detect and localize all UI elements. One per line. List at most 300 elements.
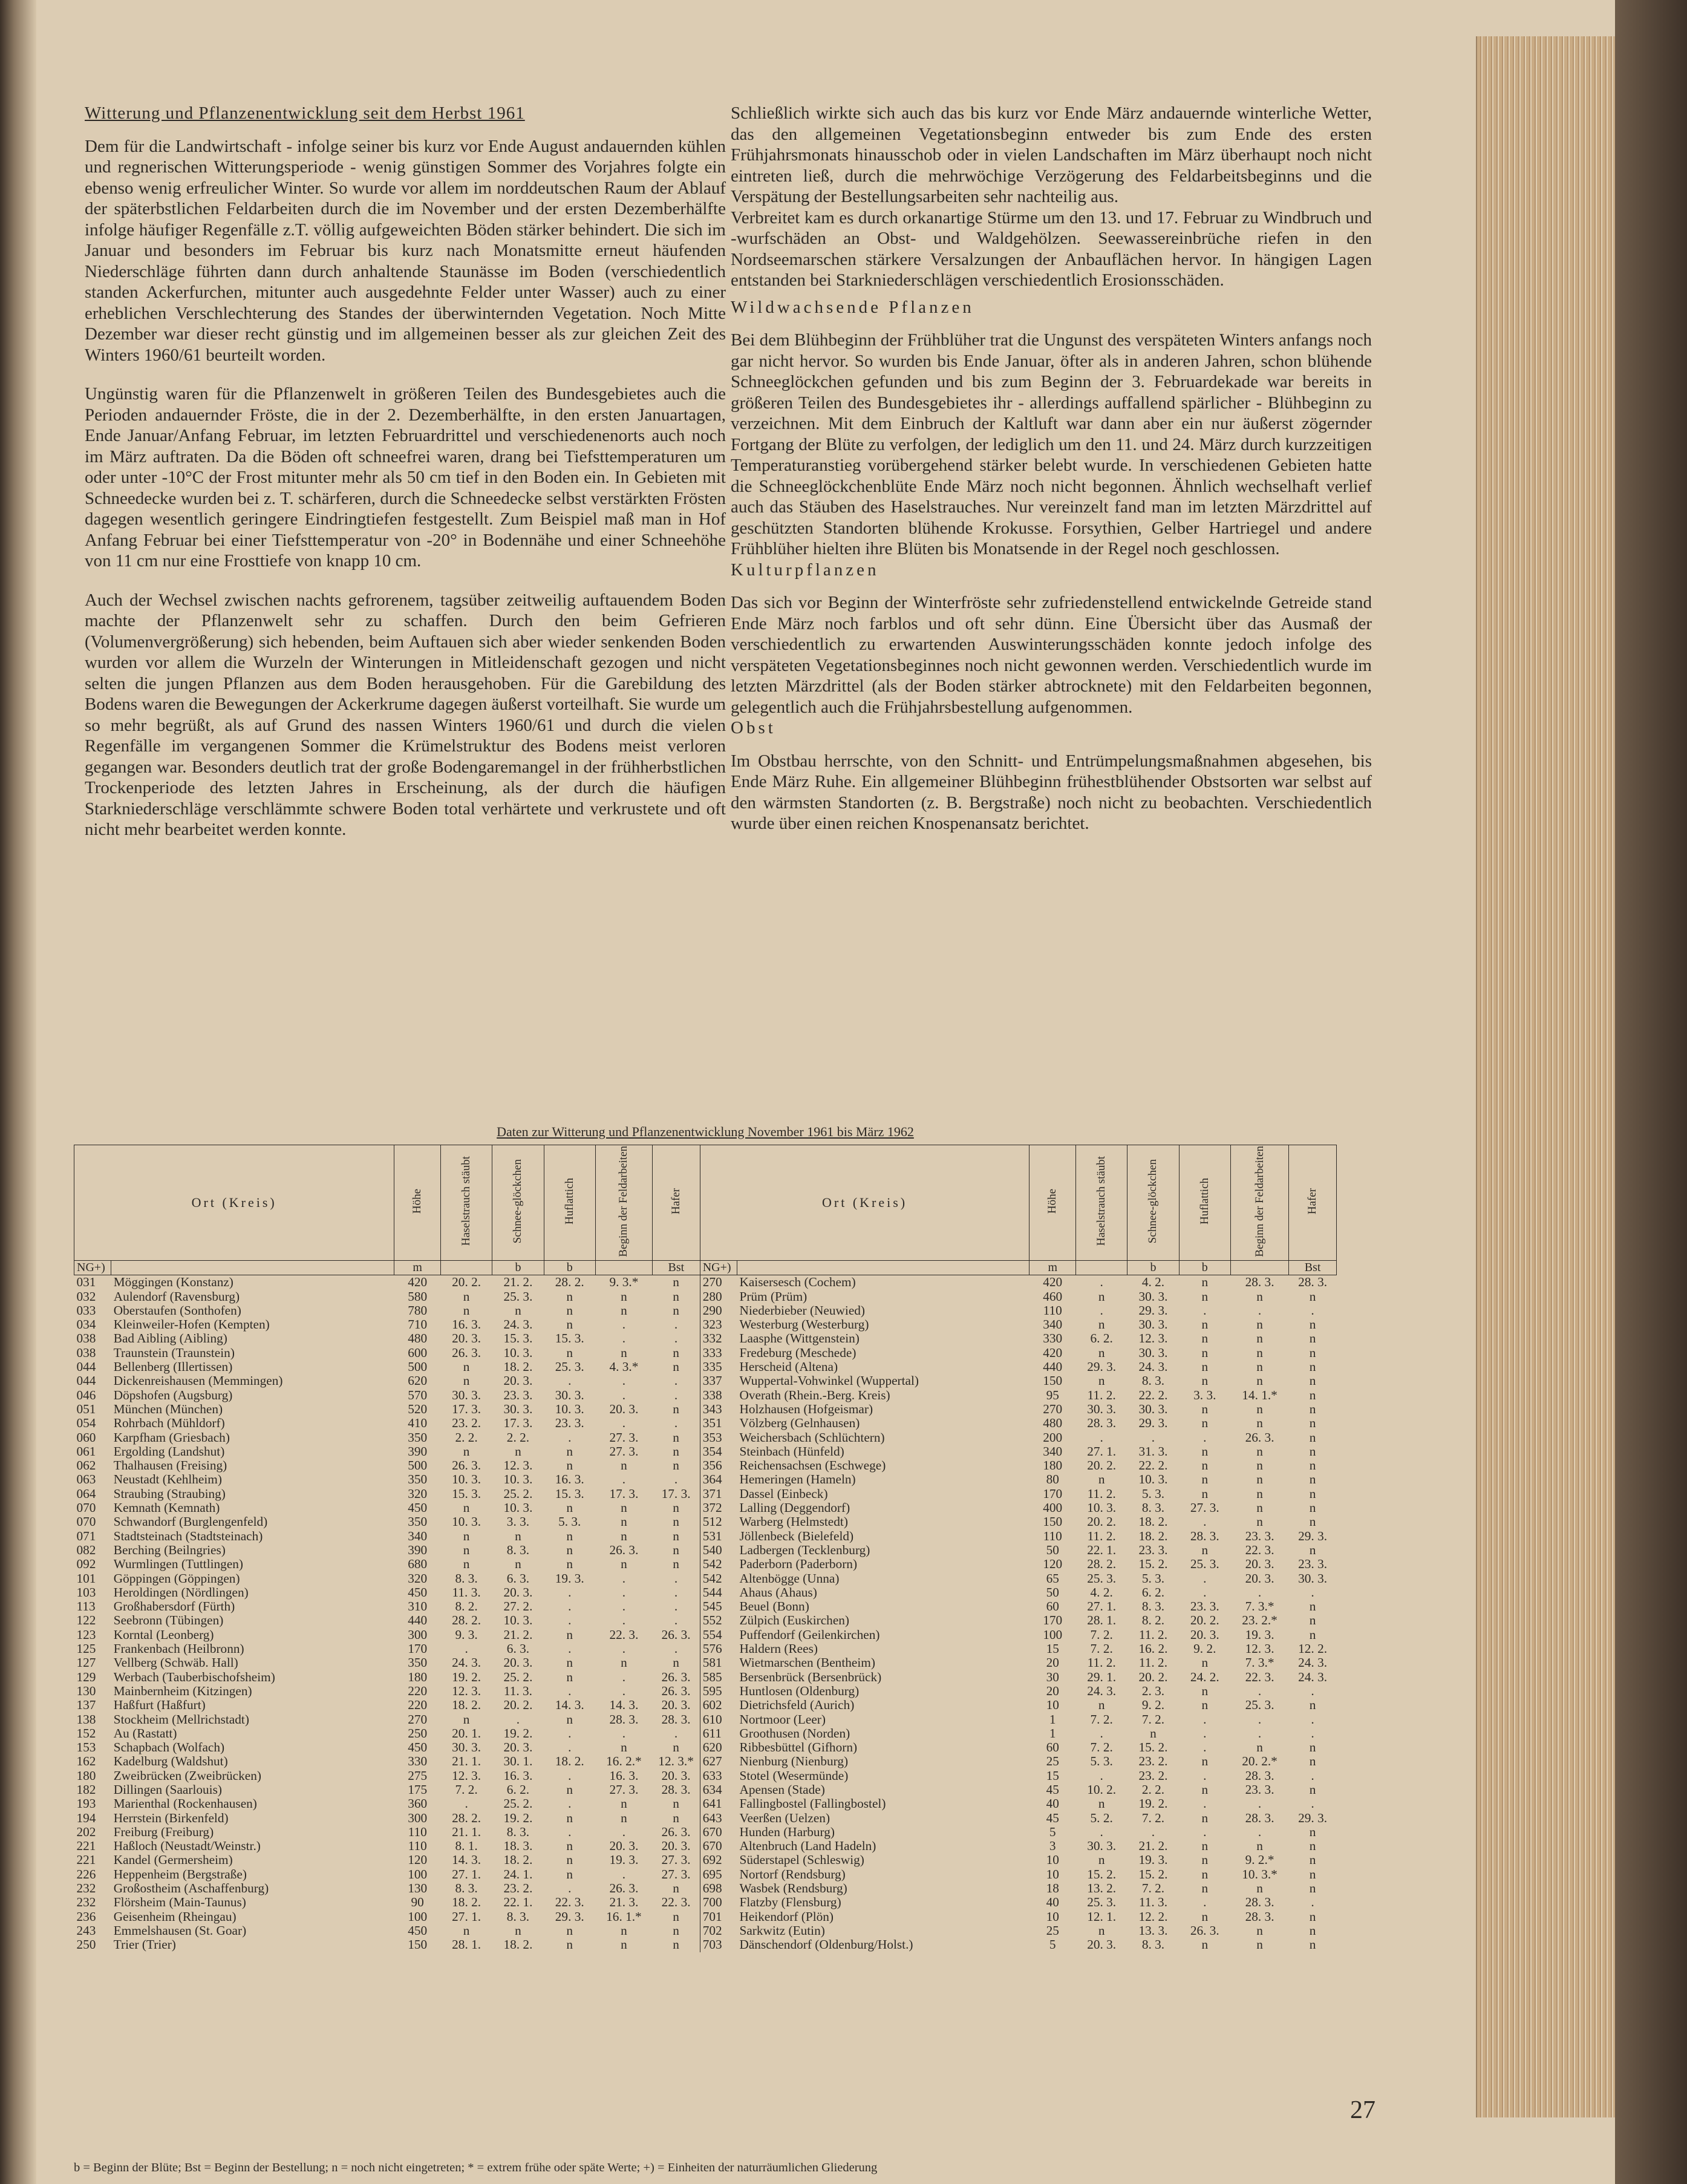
table-row bbox=[74, 1586, 1337, 1600]
cell-hasel: 24. 3. bbox=[452, 1656, 481, 1670]
cell-ort: Rohrbach (Mühldorf) bbox=[113, 1416, 225, 1431]
cell-huf: . bbox=[568, 1684, 572, 1698]
cell-schnee: 5. 3. bbox=[1141, 1486, 1165, 1501]
cell-ng: 338 bbox=[700, 1388, 737, 1402]
cell-beginn: 23. 3. bbox=[1245, 1529, 1274, 1543]
cell-hasel: 2. 2. bbox=[455, 1430, 478, 1445]
cell-schnee: 18. 2. bbox=[1138, 1515, 1168, 1529]
table-row bbox=[74, 1642, 1337, 1656]
cell-hoehe: 350 bbox=[408, 1473, 428, 1487]
cell-ort: Holzhausen (Hofgeismar) bbox=[739, 1402, 873, 1416]
cell-hasel: n bbox=[1098, 1374, 1105, 1388]
cell-schnee: 8. 3. bbox=[506, 1543, 530, 1557]
cell-schnee: 16. 3. bbox=[503, 1768, 533, 1783]
cell-beginn: n bbox=[1256, 1332, 1263, 1346]
cell-hafer: n bbox=[652, 1924, 700, 1938]
cell-ng: 354 bbox=[700, 1445, 737, 1459]
cell-hasel: 28. 2. bbox=[452, 1811, 481, 1825]
page-edges bbox=[1476, 36, 1616, 2117]
cell-hoehe: 20 bbox=[1046, 1684, 1059, 1698]
cell-beginn: . bbox=[622, 1374, 626, 1388]
cell-ng: 153 bbox=[76, 1741, 96, 1755]
cell-ort: Freiburg (Freiburg) bbox=[113, 1825, 214, 1839]
cell-beginn: 28. 3. bbox=[1245, 1895, 1274, 1910]
cell-hoehe: 270 bbox=[408, 1712, 428, 1727]
cell-beginn: n bbox=[1256, 1402, 1263, 1416]
cell-ng: 232 bbox=[76, 1895, 96, 1910]
cell-ort: Schapbach (Wolfach) bbox=[113, 1741, 225, 1755]
cell-ort: Völzberg (Gelnhausen) bbox=[739, 1416, 860, 1431]
cell-ort: Dassel (Einbeck) bbox=[739, 1486, 828, 1501]
cell-hasel: n bbox=[463, 1303, 470, 1318]
cell-hoehe: 340 bbox=[1043, 1318, 1063, 1332]
cell-huf: . bbox=[1203, 1303, 1207, 1318]
cell-beginn: n bbox=[1256, 1459, 1263, 1473]
cell-schnee: 18. 2. bbox=[503, 1853, 533, 1868]
cell-huf: 18. 2. bbox=[555, 1754, 584, 1769]
cell-beginn: n bbox=[621, 1938, 627, 1952]
unit-blank bbox=[111, 1261, 394, 1275]
cell-ort: Döpshofen (Augsburg) bbox=[113, 1388, 233, 1402]
cell-hafer: 24. 3. bbox=[1298, 1670, 1328, 1684]
cell-hoehe: 90 bbox=[411, 1895, 424, 1910]
cell-hasel: n bbox=[463, 1557, 470, 1572]
cell-hoehe: 110 bbox=[408, 1839, 427, 1854]
cell-ng: 060 bbox=[76, 1430, 96, 1445]
cell-hafer: n bbox=[652, 1557, 700, 1571]
cell-beginn: n bbox=[621, 1923, 627, 1938]
cell-ort: Niederbieber (Neuwied) bbox=[739, 1303, 866, 1318]
cell-ort: Möggingen (Konstanz) bbox=[113, 1275, 233, 1290]
cell-huf: n bbox=[566, 1670, 573, 1684]
cell-beginn: n bbox=[1256, 1360, 1263, 1375]
cell-beginn: 23. 3. bbox=[1245, 1782, 1274, 1797]
cell-hasel: n bbox=[1098, 1289, 1105, 1304]
cell-hoehe: 220 bbox=[408, 1698, 428, 1713]
header-beginn: Beginn der Feldarbeiten bbox=[595, 1145, 652, 1261]
cell-ng: 046 bbox=[76, 1388, 96, 1402]
cell-beginn: . bbox=[622, 1571, 626, 1586]
cell-schnee: . bbox=[1151, 1825, 1155, 1839]
cell-huf: 25. 3. bbox=[1190, 1557, 1219, 1572]
cell-hafer: . bbox=[1311, 1585, 1314, 1600]
cell-hoehe: 3 bbox=[1049, 1839, 1056, 1854]
cell-ort: Trier (Trier) bbox=[113, 1938, 176, 1952]
cell-huf: n bbox=[1201, 1754, 1209, 1769]
cell-ort: Dänschendorf (Oldenburg/Holst.) bbox=[739, 1938, 913, 1952]
cell-huf: n bbox=[1201, 1444, 1209, 1459]
cell-hafer: . bbox=[652, 1727, 700, 1741]
cell-hafer: 26. 3. bbox=[652, 1670, 700, 1684]
cell-hoehe: 250 bbox=[408, 1726, 428, 1741]
cell-ng: 703 bbox=[700, 1938, 737, 1952]
cell-beginn: . bbox=[1258, 1825, 1262, 1839]
cell-hasel: 10. 2. bbox=[1087, 1782, 1117, 1797]
cell-huf: 10. 3. bbox=[555, 1402, 584, 1416]
cell-huf: n bbox=[566, 1782, 573, 1797]
cell-hasel: 20. 3. bbox=[452, 1332, 481, 1346]
cell-hasel: n bbox=[463, 1543, 470, 1557]
paragraph: Das sich vor Beginn der Winterfröste sehr zufriedenstellend entwickelnde Getreide stand Ende März noch farblos und oft sehr dünn. Eine Übersicht über das Ausmaß der verschiedentlich zu erwartenden Auswinterungsschäden konnte jedoch infolge des verspäteten Vegetationsbeginnes noch nicht gewonnen werden. Verschiedentlich wurde im letzten Märzdrittel (als der Boden stärker abtrocknete) mit den Feldarbeiten begonnen, gelegentlich auch die Frühjahrsbestellung aufgenommen. bbox=[731, 593, 1372, 717]
cell-beginn: n bbox=[621, 1345, 627, 1360]
cell-ort: Nortmoor (Leer) bbox=[739, 1712, 826, 1727]
cell-huf: 5. 3. bbox=[558, 1515, 581, 1529]
cell-schnee: 20. 3. bbox=[503, 1374, 533, 1388]
cell-hasel: 5. 3. bbox=[1090, 1754, 1113, 1769]
unit-blank bbox=[1076, 1261, 1127, 1275]
cell-hafer: n bbox=[1309, 1923, 1316, 1938]
cell-beginn: 23. 2.* bbox=[1242, 1613, 1277, 1628]
cell-hoehe: 180 bbox=[408, 1670, 428, 1684]
cell-hafer: n bbox=[652, 1910, 700, 1924]
cell-huf: n bbox=[566, 1938, 573, 1952]
cell-huf: n bbox=[566, 1656, 573, 1670]
cell-schnee: 6. 2. bbox=[1141, 1585, 1165, 1600]
cell-hoehe: 450 bbox=[408, 1585, 428, 1600]
table-row bbox=[74, 1431, 1337, 1445]
header-hoehe: Höhe bbox=[1029, 1145, 1076, 1261]
unit-ng: NG+) bbox=[700, 1261, 737, 1275]
cell-hasel: 28. 1. bbox=[452, 1938, 481, 1952]
cell-hafer: . bbox=[1311, 1895, 1314, 1910]
cell-schnee: 24. 1. bbox=[503, 1867, 533, 1882]
paragraph: Schließlich wirkte sich auch das bis kurz vor Ende März andauernde winterliche Wetter, das den allgemeinen Vegetationsbeginn entweder bis zum Ende des ersten Frühjahrsmonats hinausschob oder in vielen Landschaften im März überhaupt noch nicht eintreten ließ, durch die mehrwöchige Verzögerung des Feldarbeitsbeginns und die Verspätung der Bestellungsarbeiten sehr nachteilig aus. bbox=[731, 103, 1372, 206]
cell-hasel: 4. 2. bbox=[1090, 1585, 1113, 1600]
cell-beginn: 25. 3. bbox=[1245, 1698, 1274, 1713]
table-row bbox=[74, 1839, 1337, 1853]
cell-hasel: 21. 1. bbox=[452, 1754, 481, 1769]
cell-hafer: n bbox=[1309, 1867, 1316, 1882]
cell-huf: . bbox=[1203, 1797, 1207, 1811]
cell-beginn: n bbox=[621, 1557, 627, 1572]
cell-beginn: n bbox=[621, 1741, 627, 1755]
cell-schnee: 15. 2. bbox=[1138, 1867, 1168, 1882]
cell-hafer: 30. 3. bbox=[1298, 1571, 1328, 1586]
cell-beginn: 22. 3. bbox=[1245, 1543, 1274, 1557]
cell-hoehe: 360 bbox=[408, 1797, 428, 1811]
cell-huf: 9. 2. bbox=[1193, 1642, 1216, 1656]
cell-hafer: . bbox=[1311, 1684, 1314, 1698]
cell-huf: 14. 3. bbox=[555, 1698, 584, 1713]
cell-beginn: n bbox=[1256, 1839, 1263, 1854]
table-row bbox=[74, 1853, 1337, 1867]
cell-huf: . bbox=[1203, 1768, 1207, 1783]
cell-hasel: n bbox=[463, 1923, 470, 1938]
cell-schnee: 29. 3. bbox=[1138, 1416, 1168, 1431]
cell-hasel: 23. 2. bbox=[452, 1416, 481, 1431]
cell-hafer: n bbox=[1309, 1825, 1316, 1839]
cell-hafer: 29. 3. bbox=[1298, 1529, 1328, 1543]
cell-schnee: 27. 2. bbox=[503, 1600, 533, 1614]
unit-m: m bbox=[394, 1261, 441, 1275]
cell-huf: 15. 3. bbox=[555, 1332, 584, 1346]
cell-schnee: 9. 2. bbox=[1141, 1698, 1165, 1713]
cell-hasel: 11. 2. bbox=[1087, 1388, 1116, 1402]
cell-hoehe: 390 bbox=[408, 1444, 428, 1459]
cell-ort: Steinbach (Hünfeld) bbox=[739, 1444, 844, 1459]
cell-schnee: 17. 3. bbox=[503, 1416, 533, 1431]
cell-hoehe: 680 bbox=[408, 1557, 428, 1572]
subheading: Kulturpflanzen bbox=[731, 560, 879, 580]
cell-ort: Nienburg (Nienburg) bbox=[739, 1754, 849, 1769]
cell-hoehe: 120 bbox=[1043, 1557, 1063, 1572]
cell-hoehe: 420 bbox=[1043, 1345, 1063, 1360]
cell-beginn: n bbox=[621, 1529, 627, 1543]
cell-huf: . bbox=[568, 1613, 572, 1628]
cell-huf: n bbox=[566, 1444, 573, 1459]
cell-schnee: 7. 2. bbox=[1141, 1882, 1165, 1896]
cell-hasel: 5. 2. bbox=[1090, 1811, 1113, 1825]
cell-huf: n bbox=[1201, 1374, 1209, 1388]
cell-ort: Großhabersdorf (Fürth) bbox=[113, 1600, 235, 1614]
cell-hasel: 7. 2. bbox=[1090, 1712, 1113, 1727]
cell-ng: 127 bbox=[76, 1656, 96, 1670]
cell-huf: n bbox=[566, 1318, 573, 1332]
cell-huf: 25. 3. bbox=[555, 1360, 584, 1375]
unit-bst: Bst bbox=[652, 1261, 700, 1275]
cell-hoehe: 15 bbox=[1046, 1768, 1059, 1783]
cell-huf: n bbox=[1201, 1811, 1209, 1825]
cell-huf: n bbox=[566, 1557, 573, 1572]
cell-beginn: 28. 3. bbox=[1245, 1909, 1274, 1924]
cell-ng: 070 bbox=[76, 1515, 96, 1529]
cell-hoehe: 500 bbox=[408, 1459, 428, 1473]
cell-huf: n bbox=[566, 1627, 573, 1642]
cell-hasel: n bbox=[1098, 1923, 1105, 1938]
cell-ort: Altenbruch (Land Hadeln) bbox=[739, 1839, 876, 1854]
cell-hafer: . bbox=[652, 1642, 700, 1656]
cell-ng: 540 bbox=[700, 1543, 737, 1557]
cell-ort: Schwandorf (Burglengenfeld) bbox=[113, 1515, 268, 1529]
table-row bbox=[74, 1515, 1337, 1529]
cell-hasel: . bbox=[1100, 1768, 1103, 1783]
cell-schnee: 12. 3. bbox=[1138, 1332, 1168, 1346]
cell-schnee: 8. 3. bbox=[1141, 1600, 1165, 1614]
unit-blank bbox=[595, 1261, 652, 1275]
cell-hafer: n bbox=[652, 1515, 700, 1529]
cell-ort: Göppingen (Göppingen) bbox=[113, 1571, 240, 1586]
cell-hasel: . bbox=[1100, 1825, 1103, 1839]
cell-schnee: 6. 3. bbox=[506, 1571, 530, 1586]
cell-hafer: n bbox=[1309, 1388, 1316, 1402]
article-title: Witterung und Pflanzenentwicklung seit dem Herbst 1961 bbox=[85, 103, 525, 123]
cell-ort: Wurmlingen (Tuttlingen) bbox=[113, 1557, 244, 1572]
table-row bbox=[74, 1445, 1337, 1459]
cell-hafer: . bbox=[652, 1332, 700, 1345]
cell-hoehe: 450 bbox=[408, 1501, 428, 1515]
table-row bbox=[74, 1670, 1337, 1684]
table-row bbox=[74, 1501, 1337, 1515]
cell-schnee: 3. 3. bbox=[506, 1515, 530, 1529]
cell-ng: 531 bbox=[700, 1529, 737, 1543]
header-hasel: Haselstrauch stäubt bbox=[1076, 1145, 1127, 1261]
table-row bbox=[74, 1572, 1337, 1586]
cell-hoehe: 350 bbox=[408, 1515, 428, 1529]
cell-hasel: 20. 3. bbox=[1087, 1938, 1117, 1952]
cell-huf: 15. 3. bbox=[555, 1486, 584, 1501]
cell-ort: Kaisersesch (Cochem) bbox=[739, 1275, 856, 1290]
cell-hoehe: 100 bbox=[408, 1909, 428, 1924]
cell-beginn: n bbox=[1256, 1318, 1263, 1332]
cell-ng: 602 bbox=[700, 1698, 737, 1712]
cell-hafer: n bbox=[1309, 1938, 1316, 1952]
cell-huf: n bbox=[1201, 1332, 1209, 1346]
cell-hafer: 17. 3. bbox=[652, 1487, 700, 1501]
cell-hoehe: 270 bbox=[1043, 1402, 1063, 1416]
cell-ort: Marienthal (Rockenhausen) bbox=[113, 1797, 257, 1811]
cell-hasel: n bbox=[1098, 1345, 1105, 1360]
cell-schnee: 18. 2. bbox=[503, 1360, 533, 1375]
cell-hafer: 23. 3. bbox=[1298, 1557, 1328, 1572]
cell-hasel: 11. 2. bbox=[1087, 1529, 1116, 1543]
cell-schnee: 25. 2. bbox=[503, 1797, 533, 1811]
table-row bbox=[74, 1727, 1337, 1741]
cell-ng: 351 bbox=[700, 1416, 737, 1430]
subheading: Obst bbox=[731, 718, 776, 737]
cell-huf: n bbox=[1201, 1473, 1209, 1487]
cell-ort: Zweibrücken (Zweibrücken) bbox=[113, 1768, 261, 1783]
cell-schnee: 20. 3. bbox=[503, 1656, 533, 1670]
cell-ort: Puffendorf (Geilenkirchen) bbox=[739, 1627, 880, 1642]
cell-ort: Huntlosen (Oldenburg) bbox=[739, 1684, 860, 1698]
table-row bbox=[74, 1557, 1337, 1571]
table-row bbox=[74, 1924, 1337, 1938]
cell-schnee: 22. 1. bbox=[503, 1895, 533, 1910]
cell-huf: . bbox=[568, 1882, 572, 1896]
cell-ng: 542 bbox=[700, 1557, 737, 1571]
cell-ort: Stadtsteinach (Stadtsteinach) bbox=[113, 1529, 263, 1543]
cell-hafer: n bbox=[1309, 1853, 1316, 1868]
cell-schnee: 15. 2. bbox=[1138, 1741, 1168, 1755]
subheading: Wildwachsende Pflanzen bbox=[731, 297, 974, 317]
page-number: 27 bbox=[1350, 2096, 1375, 2124]
cell-ort: Veerßen (Uelzen) bbox=[739, 1811, 830, 1825]
paragraph: Ungünstig waren für die Pflanzenwelt in größeren Teilen des Bundesgebietes auch die Perioden andauernder Fröste, die in der 2. Dezemberhälfte, in den ersten Januartagen, Ende Januar/Anfang Februar, im letzten Februardrittel und verschiedenenorts auch noch im März auftraten. Da die Böden oft schneefrei waren, drang bei Tiefsttemperaturen um oder unter -10°C der Frost mitunter mehr als 50 cm tief in den Boden ein. In Gebieten mit Schneedecke wurden bei z. T. schärferen, durch die Schneedecke selbst verstärkten Frösten dagegen wesentlich geringere Eindringtiefen festgestellt. Zum Beispiel maß man in Hof Anfang Februar bei einer Tiefsttemperatur von -20° in Bodennähe und einer Schneehöhe von 11 cm nur eine Frosttiefe von knapp 10 cm. bbox=[85, 384, 726, 571]
cell-hafer: n bbox=[1309, 1543, 1316, 1557]
cell-huf: 30. 3. bbox=[555, 1388, 584, 1402]
cell-hasel: n bbox=[463, 1374, 470, 1388]
cell-hasel: . bbox=[1100, 1303, 1103, 1318]
cell-beginn: 16. 3. bbox=[609, 1768, 639, 1783]
cell-schnee: 8. 2. bbox=[1141, 1613, 1165, 1628]
cell-hafer: n bbox=[1309, 1754, 1316, 1769]
cell-beginn: n bbox=[621, 1656, 627, 1670]
cell-schnee: 30. 3. bbox=[1138, 1402, 1168, 1416]
table-row bbox=[74, 1754, 1337, 1768]
cell-schnee: 20. 2. bbox=[1138, 1670, 1168, 1684]
cell-hoehe: 710 bbox=[408, 1318, 428, 1332]
cell-hasel: 22. 1. bbox=[1087, 1543, 1117, 1557]
cell-hasel: 26. 3. bbox=[452, 1345, 481, 1360]
cell-beginn: 26. 3. bbox=[1245, 1430, 1274, 1445]
cell-huf: n bbox=[566, 1853, 573, 1868]
cell-schnee: n bbox=[515, 1923, 521, 1938]
cell-hafer: n bbox=[1309, 1473, 1316, 1487]
cell-schnee: 18. 2. bbox=[503, 1938, 533, 1952]
cell-hafer: . bbox=[1311, 1797, 1314, 1811]
cell-hoehe: 200 bbox=[1043, 1430, 1063, 1445]
cell-ng: 332 bbox=[700, 1332, 737, 1345]
cell-huf: 3. 3. bbox=[1193, 1388, 1216, 1402]
cell-hoehe: 170 bbox=[408, 1642, 428, 1656]
cell-huf: n bbox=[566, 1529, 573, 1543]
cell-hasel: . bbox=[465, 1797, 468, 1811]
cell-schnee: 21. 2. bbox=[503, 1275, 533, 1290]
cell-hasel: n bbox=[463, 1529, 470, 1543]
cell-hoehe: 100 bbox=[408, 1867, 428, 1882]
cell-ng: 092 bbox=[76, 1557, 96, 1572]
cell-hasel: 20. 2. bbox=[1087, 1515, 1117, 1529]
cell-ng: 701 bbox=[700, 1910, 737, 1924]
cell-hasel: 28. 1. bbox=[1087, 1613, 1117, 1628]
cell-schnee: 13. 3. bbox=[1138, 1923, 1168, 1938]
cell-huf: . bbox=[568, 1825, 572, 1839]
cell-huf: n bbox=[566, 1923, 573, 1938]
cell-beginn: n bbox=[1256, 1938, 1263, 1952]
cell-huf: 20. 2. bbox=[1190, 1613, 1219, 1628]
table-row bbox=[74, 1895, 1337, 1909]
cell-ort: Flörsheim (Main-Taunus) bbox=[113, 1895, 246, 1910]
cell-hoehe: 25 bbox=[1046, 1754, 1059, 1769]
cell-hasel: 8. 3. bbox=[455, 1571, 478, 1586]
cell-ng: 122 bbox=[76, 1613, 96, 1628]
cell-hoehe: 330 bbox=[1043, 1332, 1063, 1346]
cell-beginn: 28. 3. bbox=[1245, 1811, 1274, 1825]
cell-ort: Vellberg (Schwäb. Hall) bbox=[113, 1656, 238, 1670]
cell-hasel: 28. 2. bbox=[1087, 1557, 1117, 1572]
cell-beginn: . bbox=[622, 1416, 626, 1431]
cell-beginn: . bbox=[1258, 1726, 1262, 1741]
cell-beginn: 20. 3. bbox=[609, 1839, 639, 1854]
cell-beginn: 16. 1.* bbox=[606, 1909, 642, 1924]
cell-ng: 064 bbox=[76, 1486, 96, 1501]
cell-hafer: n bbox=[652, 1656, 700, 1670]
cell-beginn: 14. 1.* bbox=[1242, 1388, 1277, 1402]
cell-ng: 137 bbox=[76, 1698, 96, 1713]
unit-b: b bbox=[1127, 1261, 1179, 1275]
cell-huf: n bbox=[1201, 1459, 1209, 1473]
cell-hafer: n bbox=[1309, 1613, 1316, 1628]
cell-ng: 044 bbox=[76, 1360, 96, 1375]
cell-beginn: n bbox=[621, 1811, 627, 1825]
cell-schnee: 29. 3. bbox=[1138, 1303, 1168, 1318]
unit-blank bbox=[737, 1261, 1029, 1275]
cell-ort: Kandel (Germersheim) bbox=[113, 1853, 233, 1868]
cell-hoehe: 150 bbox=[408, 1938, 428, 1952]
cell-ort: Karpfham (Griesbach) bbox=[113, 1430, 230, 1445]
cell-schnee: 30. 3. bbox=[1138, 1289, 1168, 1304]
cell-hoehe: 300 bbox=[408, 1811, 428, 1825]
cell-hasel: 7. 2. bbox=[1090, 1642, 1113, 1656]
cell-schnee: 30. 3. bbox=[1138, 1318, 1168, 1332]
cell-hafer: n bbox=[1309, 1459, 1316, 1473]
paragraph: Verbreitet kam es durch orkanartige Stürme um den 13. und 17. Februar zu Windbruch und -wurfschäden an Obst- und Waldgehölzen. Seewassereinbrüche riefen in den Nordseemarschen stärkere Versalzungen der Anbauflächen hervor. In hängigen Lagen entstanden bei Starkniederschlägen verschiedentlich Erosionsschäden. bbox=[731, 208, 1372, 290]
cell-hoehe: 450 bbox=[408, 1923, 428, 1938]
cell-hoehe: 420 bbox=[408, 1275, 428, 1290]
cell-hasel: n bbox=[1098, 1318, 1105, 1332]
cell-hasel: 29. 1. bbox=[1087, 1670, 1117, 1684]
cell-beginn: n bbox=[1256, 1923, 1263, 1938]
cell-ng: 611 bbox=[700, 1727, 737, 1741]
cell-hoehe: 10 bbox=[1046, 1867, 1059, 1882]
cell-hasel: 30. 3. bbox=[452, 1388, 481, 1402]
cell-hoehe: 350 bbox=[408, 1656, 428, 1670]
cell-hoehe: 15 bbox=[1046, 1642, 1059, 1656]
cell-hafer: n bbox=[652, 1304, 700, 1318]
cell-hasel: 27. 1. bbox=[1087, 1600, 1117, 1614]
cell-ort: Stockheim (Mellrichstadt) bbox=[113, 1712, 249, 1727]
cell-hoehe: 60 bbox=[1046, 1741, 1059, 1755]
